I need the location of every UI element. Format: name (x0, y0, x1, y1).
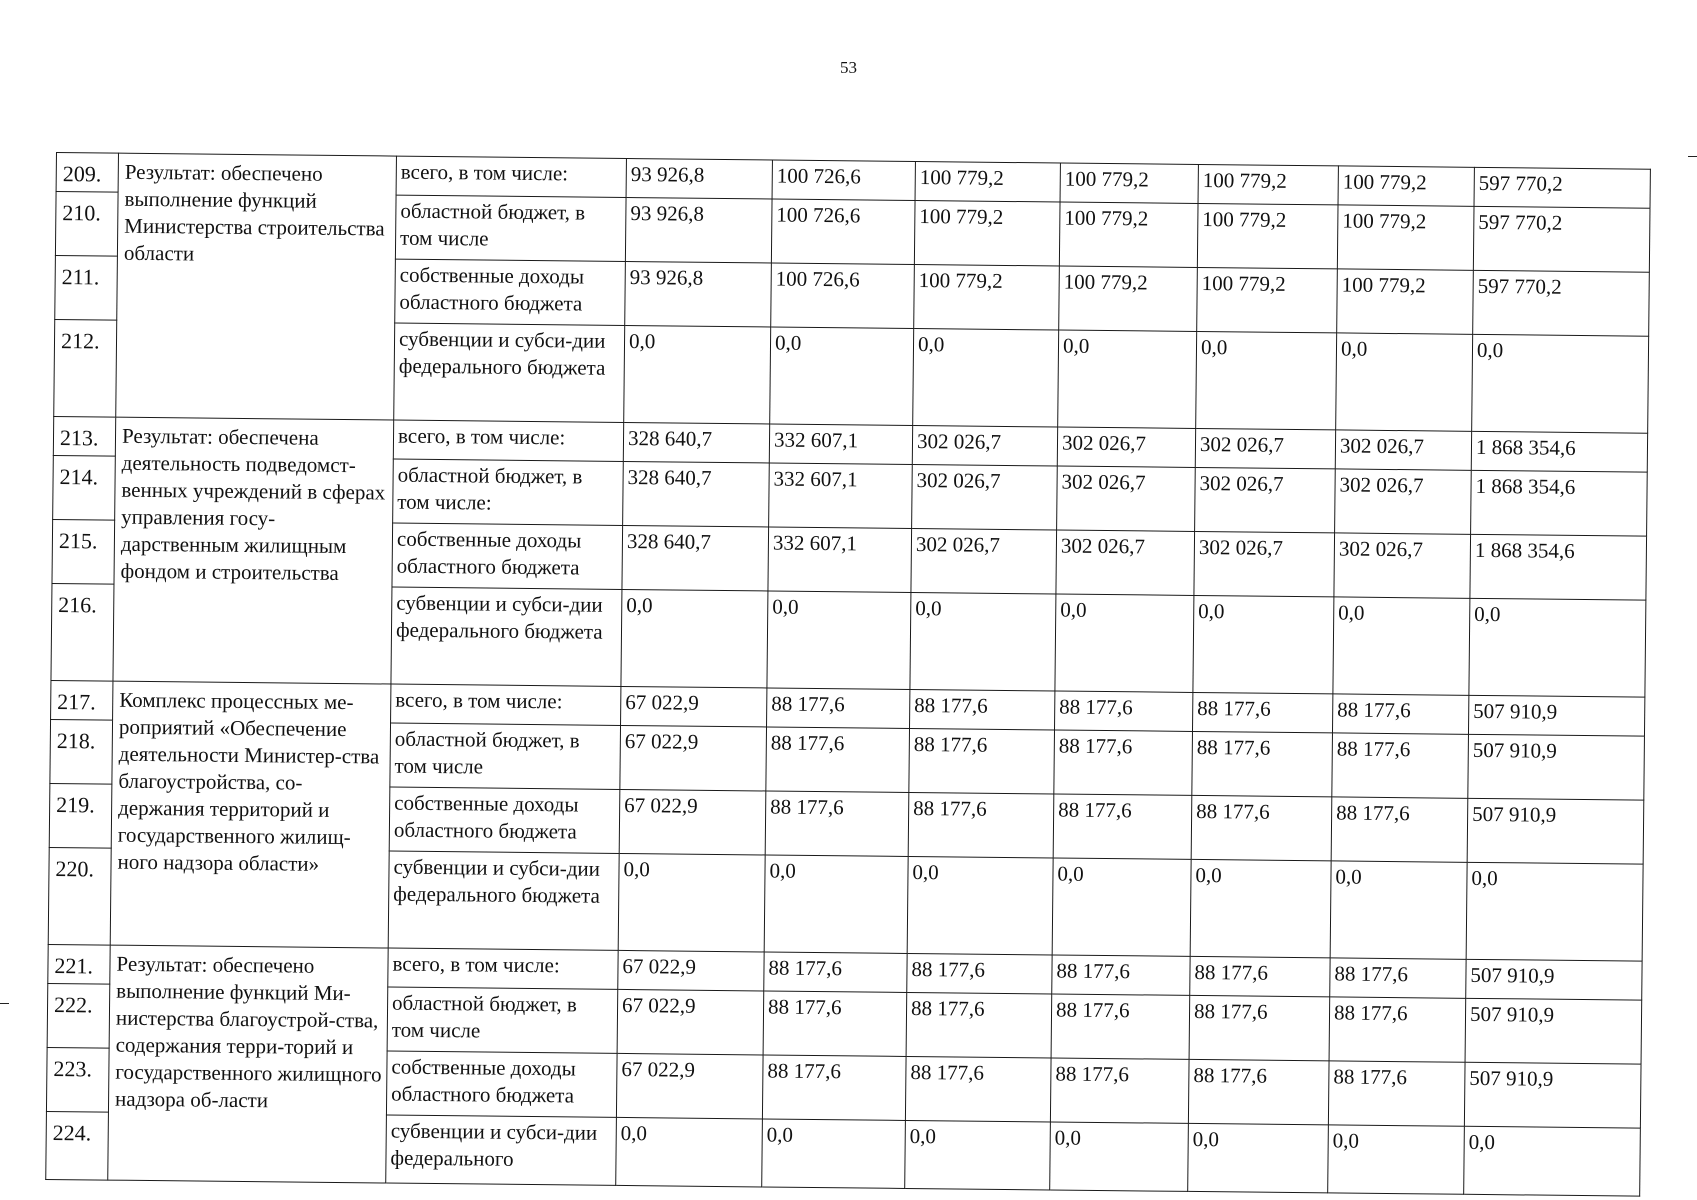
year-value-cell: 67 022,9 (619, 789, 766, 855)
total-value-cell: 507 910,9 (1468, 695, 1644, 736)
year-value-cell: 328 640,7 (623, 422, 769, 463)
year-value-cell: 67 022,9 (620, 725, 767, 791)
year-value-cell: 0,0 (1333, 597, 1470, 695)
year-value-cell: 93 926,8 (625, 261, 772, 327)
year-value-cell: 88 177,6 (767, 688, 910, 728)
year-value-cell: 302 026,7 (1195, 428, 1335, 468)
year-value-cell: 0,0 (1055, 594, 1194, 692)
year-value-cell: 88 177,6 (907, 953, 1052, 994)
year-value-cell: 88 177,6 (1192, 692, 1332, 732)
year-value-cell: 0,0 (1196, 331, 1337, 429)
year-value-cell: 100 779,2 (1338, 166, 1474, 206)
year-value-cell: 88 177,6 (1188, 1059, 1329, 1124)
funding-source: всего, в том числе: (393, 420, 623, 461)
total-value-cell: 1 868 354,6 (1470, 534, 1647, 600)
total-value-cell: 0,0 (1464, 1126, 1641, 1196)
year-value-cell: 88 177,6 (764, 952, 907, 992)
year-value-cell: 88 177,6 (910, 689, 1055, 730)
year-value-cell: 100 779,2 (914, 200, 1060, 266)
year-value-cell: 100 779,2 (1337, 205, 1474, 270)
year-value-cell: 0,0 (907, 856, 1053, 955)
total-value-cell: 507 910,9 (1468, 734, 1645, 800)
year-value-cell: 0,0 (913, 328, 1059, 427)
year-value-cell: 88 177,6 (905, 1056, 1051, 1122)
year-value-cell: 88 177,6 (763, 991, 907, 1056)
funding-source: собственные доходы областного бюджета (386, 1051, 617, 1117)
total-value-cell: 597 770,2 (1474, 167, 1650, 208)
year-value-cell: 100 726,6 (771, 199, 915, 264)
year-value-cell: 0,0 (1058, 330, 1197, 428)
total-value-cell: 1 868 354,6 (1471, 470, 1648, 536)
row-number: 216. (51, 583, 114, 681)
total-value-cell: 507 910,9 (1466, 959, 1642, 1000)
funding-source: областной бюджет, в том числе (390, 723, 621, 789)
total-value-cell: 597 770,2 (1473, 206, 1650, 272)
year-value-cell: 88 177,6 (1328, 1061, 1465, 1126)
total-value-cell: 507 910,9 (1465, 998, 1642, 1064)
total-value-cell: 507 910,9 (1464, 1062, 1641, 1128)
year-value-cell: 100 726,6 (772, 160, 915, 200)
year-value-cell: 332 607,1 (769, 424, 912, 464)
year-value-cell: 328 640,7 (622, 525, 769, 591)
funding-source: собственные доходы областного бюджета (395, 259, 626, 325)
year-value-cell: 0,0 (1052, 858, 1191, 956)
funding-source: собственные доходы областного бюджета (392, 523, 623, 589)
year-value-cell: 302 026,7 (1195, 467, 1336, 532)
year-value-cell: 88 177,6 (1055, 691, 1193, 731)
year-value-cell: 88 177,6 (1190, 956, 1330, 996)
year-value-cell: 332 607,1 (768, 527, 912, 592)
year-value-cell: 88 177,6 (1189, 995, 1330, 1060)
funding-source: субвенции и субси-дии федерального бюджета (391, 587, 622, 686)
result-description: Результат: обеспечена деятельность подведомст-венных учреждений в сферах управления госу-дарственным жилищным фондом и строительства (113, 417, 394, 684)
year-value-cell: 0,0 (764, 855, 908, 953)
row-number: 224. (46, 1111, 109, 1180)
funding-source: всего, в том числе: (391, 684, 621, 725)
year-value-cell: 88 177,6 (762, 1055, 906, 1120)
year-value-cell: 0,0 (616, 1117, 763, 1187)
page-number: 53 (840, 58, 857, 77)
year-value-cell: 0,0 (1328, 1125, 1465, 1194)
total-value-cell: 1 868 354,6 (1471, 431, 1647, 472)
total-value-cell: 0,0 (1472, 334, 1649, 433)
total-value-cell: 0,0 (1469, 598, 1646, 697)
year-value-cell: 88 177,6 (1191, 795, 1332, 860)
year-value-cell: 88 177,6 (1054, 730, 1193, 795)
year-value-cell: 302 026,7 (912, 425, 1057, 466)
year-value-cell: 88 177,6 (1329, 997, 1466, 1062)
year-value-cell: 100 779,2 (1198, 164, 1338, 204)
year-value-cell: 302 026,7 (1335, 469, 1472, 534)
funding-source: областной бюджет, в том числе (387, 987, 618, 1053)
row-number: 210. (55, 192, 118, 257)
funding-source: субвенции и субси-дии федерального (386, 1115, 617, 1185)
row-number: 213. (53, 416, 115, 456)
year-value-cell: 67 022,9 (621, 686, 767, 727)
year-value-cell: 100 779,2 (1337, 269, 1474, 334)
year-value-cell: 100 779,2 (1060, 163, 1198, 203)
row-number: 222. (47, 983, 110, 1048)
funding-source: собственные доходы областного бюджета (389, 787, 620, 853)
year-value-cell: 88 177,6 (1053, 794, 1192, 859)
row-number: 214. (53, 455, 116, 520)
year-value-cell: 332 607,1 (769, 463, 913, 528)
year-value-cell: 0,0 (767, 591, 911, 689)
year-value-cell: 0,0 (1050, 1122, 1189, 1191)
year-value-cell: 302 026,7 (1057, 466, 1196, 531)
year-value-cell: 302 026,7 (911, 528, 1057, 594)
year-value-cell: 88 177,6 (1330, 958, 1466, 998)
year-value-cell: 0,0 (624, 325, 771, 424)
total-value-cell: 597 770,2 (1473, 270, 1650, 336)
margin-mark-left (0, 1003, 9, 1004)
funding-source: областной бюджет, в том числе: (393, 459, 624, 525)
row-number: 209. (56, 153, 118, 193)
year-value-cell: 100 779,2 (1197, 267, 1338, 332)
year-value-cell: 88 177,6 (765, 791, 909, 856)
funding-source: субвенции и субси-дии федерального бюджета (394, 323, 625, 422)
row-number: 215. (52, 519, 115, 584)
year-value-cell: 100 726,6 (771, 263, 915, 328)
total-value-cell: 0,0 (1466, 862, 1643, 961)
year-value-cell: 100 779,2 (1059, 266, 1198, 331)
funding-source: субвенции и субси-дии федерального бюджета (388, 851, 619, 950)
table-body (46, 153, 1651, 1197)
year-value-cell: 88 177,6 (908, 792, 1054, 858)
year-value-cell: 302 026,7 (1056, 530, 1195, 595)
funding-source: всего, в том числе: (396, 156, 626, 197)
row-number: 211. (55, 255, 118, 320)
row-number: 219. (49, 783, 112, 848)
year-value-cell: 0,0 (1188, 1123, 1329, 1192)
funding-source: областной бюджет, в том числе (395, 195, 626, 261)
year-value-cell: 88 177,6 (1331, 797, 1468, 862)
year-value-cell: 302 026,7 (1334, 533, 1471, 598)
total-value-cell: 507 910,9 (1467, 798, 1644, 864)
row-number: 221. (48, 944, 110, 984)
result-description: Комплекс процессных ме-роприятий «Обеспечение деятельности Министер-ства благоустройства, со-держания территорий и государственного жилищ-ного надзора области» (110, 681, 391, 948)
year-value-cell: 302 026,7 (1194, 531, 1335, 596)
year-value-cell: 88 177,6 (909, 728, 1055, 794)
year-value-cell: 0,0 (1193, 595, 1334, 693)
year-value-cell: 0,0 (621, 589, 768, 688)
year-value-cell: 302 026,7 (912, 464, 1058, 530)
year-value-cell: 88 177,6 (1051, 994, 1190, 1059)
year-value-cell: 93 926,8 (625, 197, 772, 263)
year-value-cell: 67 022,9 (617, 989, 764, 1055)
year-value-cell: 0,0 (1336, 333, 1473, 431)
year-value-cell: 100 779,2 (1059, 202, 1198, 267)
year-value-cell: 0,0 (1330, 861, 1467, 959)
year-value-cell: 302 026,7 (1335, 430, 1471, 470)
funding-source: всего, в том числе: (388, 948, 618, 989)
year-value-cell: 0,0 (910, 592, 1056, 691)
margin-mark-right (1688, 156, 1697, 157)
year-value-cell: 328 640,7 (623, 461, 770, 527)
year-value-cell: 67 022,9 (616, 1053, 763, 1119)
budget-table-wrapper (45, 152, 1650, 1197)
year-value-cell: 93 926,8 (626, 158, 772, 199)
year-value-cell: 100 779,2 (915, 162, 1060, 203)
year-value-cell: 88 177,6 (1332, 733, 1469, 798)
year-value-cell: 0,0 (618, 853, 765, 952)
result-description: Результат: обеспечено выполнение функций Министерства строительства области (116, 153, 397, 420)
year-value-cell: 0,0 (1190, 859, 1331, 957)
row-number: 212. (54, 319, 117, 417)
year-value-cell: 302 026,7 (1057, 427, 1195, 467)
year-value-cell: 88 177,6 (1052, 955, 1190, 995)
row-number: 223. (46, 1047, 109, 1112)
budget-table (45, 152, 1651, 1197)
year-value-cell: 88 177,6 (1332, 694, 1468, 734)
year-value-cell: 67 022,9 (618, 950, 764, 991)
year-value-cell: 0,0 (770, 327, 914, 425)
year-value-cell: 88 177,6 (1050, 1058, 1189, 1123)
row-number: 218. (50, 719, 113, 784)
year-value-cell: 88 177,6 (1192, 731, 1333, 796)
row-number: 217. (51, 680, 113, 720)
year-value-cell: 0,0 (762, 1119, 906, 1188)
year-value-cell: 88 177,6 (906, 992, 1052, 1058)
year-value-cell: 88 177,6 (766, 727, 910, 792)
year-value-cell: 100 779,2 (914, 264, 1060, 330)
year-value-cell: 0,0 (905, 1120, 1051, 1190)
row-number: 220. (48, 847, 111, 945)
result-description: Результат: обеспечено выполнение функций Ми-нистерства благоустрой-ства, содержания терри-торий и государственного жилищного надзора об-ласти (108, 945, 388, 1183)
year-value-cell: 100 779,2 (1197, 203, 1338, 268)
